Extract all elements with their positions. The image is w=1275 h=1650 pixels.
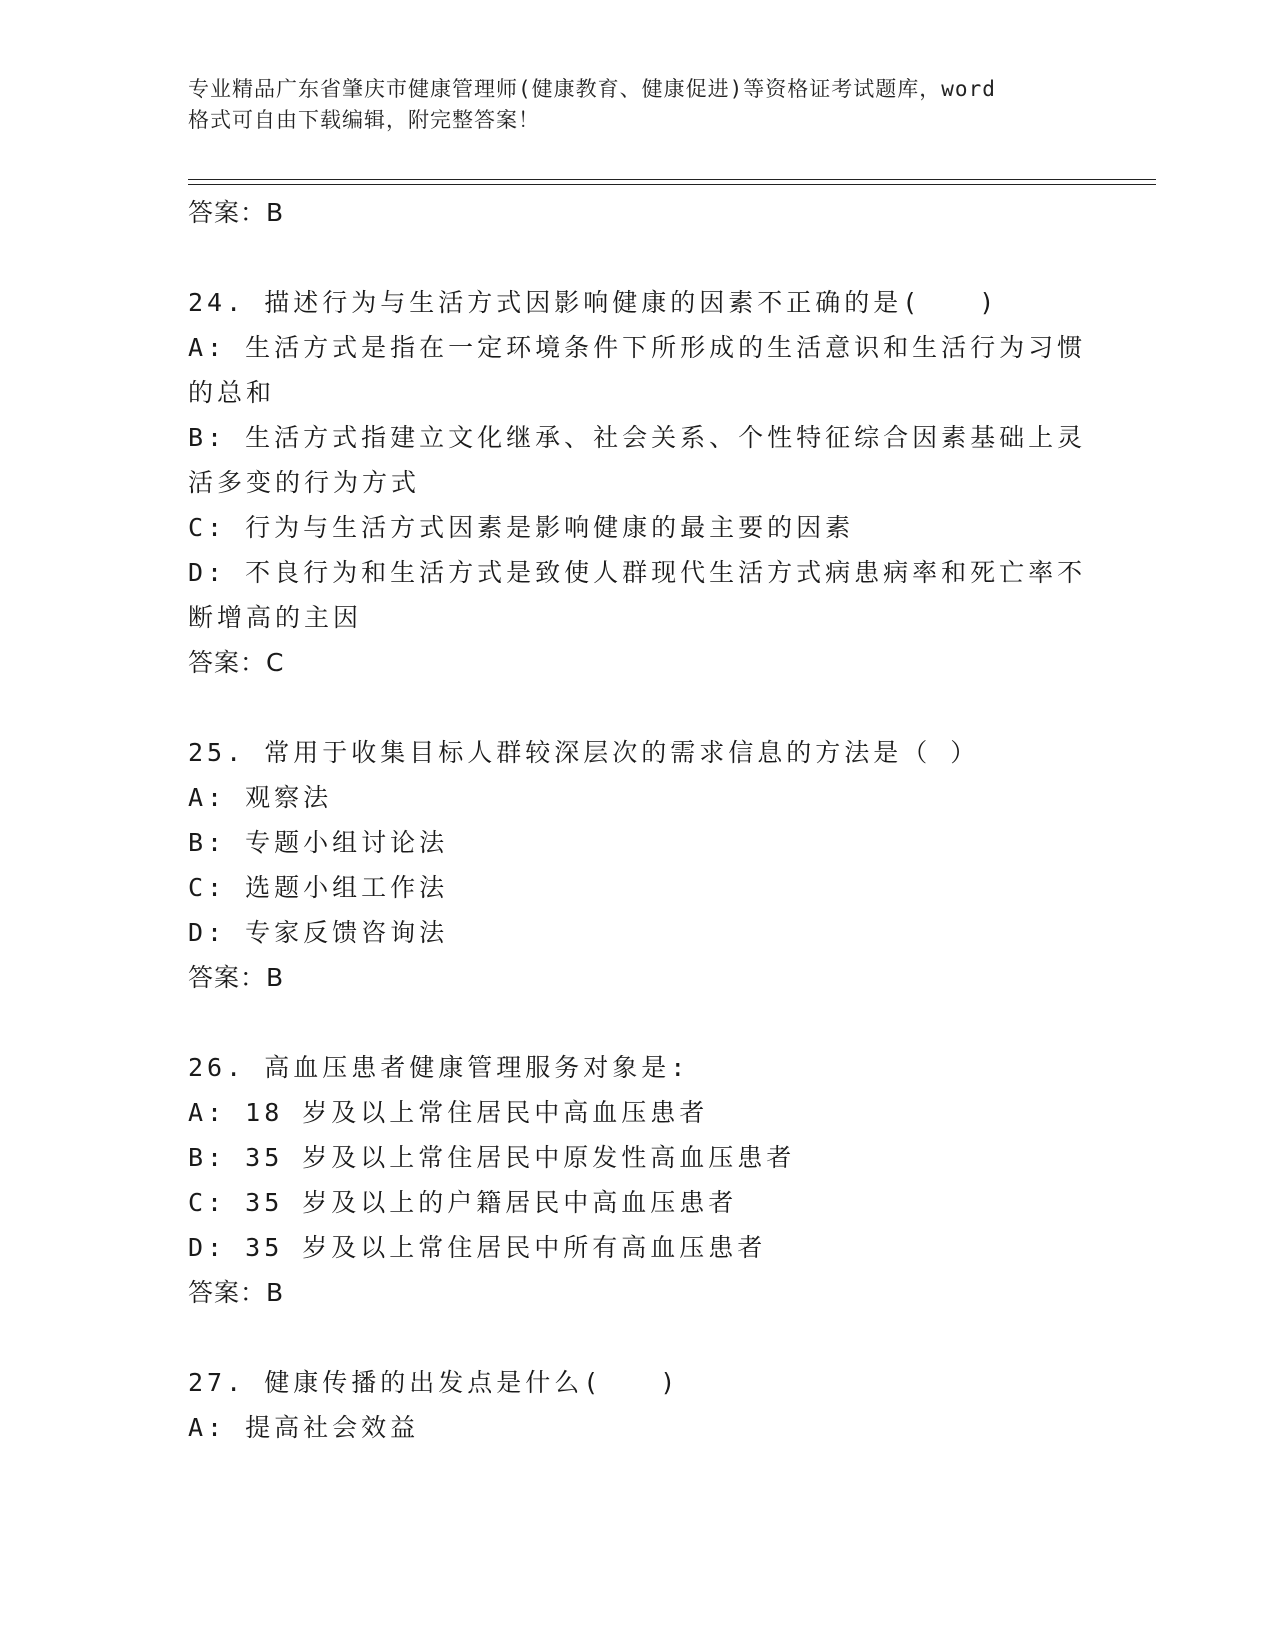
header-line-1: 专业精品广东省肇庆市健康管理师(健康教育、健康促进)等资格证考试题库，word bbox=[188, 77, 996, 101]
answer: 答案：B bbox=[188, 1278, 285, 1307]
question-stem: 26. 高血压患者健康管理服务对象是: bbox=[188, 1053, 690, 1082]
question-stem: 25. 常用于收集目标人群较深层次的需求信息的方法是（ ） bbox=[188, 738, 980, 767]
option-a: A: 18 岁及以上常住居民中高血压患者 bbox=[188, 1098, 709, 1127]
question-24 bbox=[188, 280, 1088, 685]
previous-answer: 答案：B bbox=[188, 198, 285, 227]
option-d: D: 35 岁及以上常住居民中所有高血压患者 bbox=[188, 1233, 767, 1262]
question-stem: 27. 健康传播的出发点是什么( ) bbox=[188, 1368, 680, 1397]
answer: 答案：C bbox=[188, 648, 285, 677]
option-b-line-1: B: 生活方式指建立文化继承、社会关系、个性特征综合因素基础上灵 bbox=[188, 423, 1087, 452]
option-a-line-2: 的总和 bbox=[188, 378, 276, 407]
question-26 bbox=[188, 1045, 1088, 1315]
spacer bbox=[188, 1315, 1088, 1360]
option-b: B: 35 岁及以上常住居民中原发性高血压患者 bbox=[188, 1143, 796, 1172]
spacer bbox=[188, 685, 1088, 730]
header-divider-top bbox=[188, 179, 1156, 180]
spacer bbox=[188, 1000, 1088, 1045]
question-27 bbox=[188, 1360, 1088, 1450]
page-header bbox=[188, 74, 1088, 136]
question-25 bbox=[188, 730, 1088, 1000]
option-a-line-1: A: 生活方式是指在一定环境条件下所形成的生活意识和生活行为习惯 bbox=[188, 333, 1087, 362]
option-d-line-2: 断增高的主因 bbox=[188, 603, 363, 632]
option-b: B: 专题小组讨论法 bbox=[188, 828, 449, 857]
question-stem: 24. 描述行为与生活方式因影响健康的因素不正确的是( ) bbox=[188, 288, 999, 317]
option-c: C: 35 岁及以上的户籍居民中高血压患者 bbox=[188, 1188, 738, 1217]
header-line-2: 格式可自由下载编辑，附完整答案！ bbox=[188, 108, 540, 132]
option-a: A: 观察法 bbox=[188, 783, 333, 812]
option-d: D: 专家反馈咨询法 bbox=[188, 918, 449, 947]
option-c: C: 选题小组工作法 bbox=[188, 873, 449, 902]
header-divider-bottom bbox=[188, 184, 1156, 185]
option-d-line-1: D: 不良行为和生活方式是致使人群现代生活方式病患病率和死亡率不 bbox=[188, 558, 1087, 587]
option-b-line-2: 活多变的行为方式 bbox=[188, 468, 421, 497]
answer: 答案：B bbox=[188, 963, 285, 992]
question-list bbox=[188, 190, 1088, 1450]
option-c: C: 行为与生活方式因素是影响健康的最主要的因素 bbox=[188, 513, 855, 542]
option-a: A: 提高社会效益 bbox=[188, 1413, 420, 1442]
spacer bbox=[188, 235, 1088, 280]
